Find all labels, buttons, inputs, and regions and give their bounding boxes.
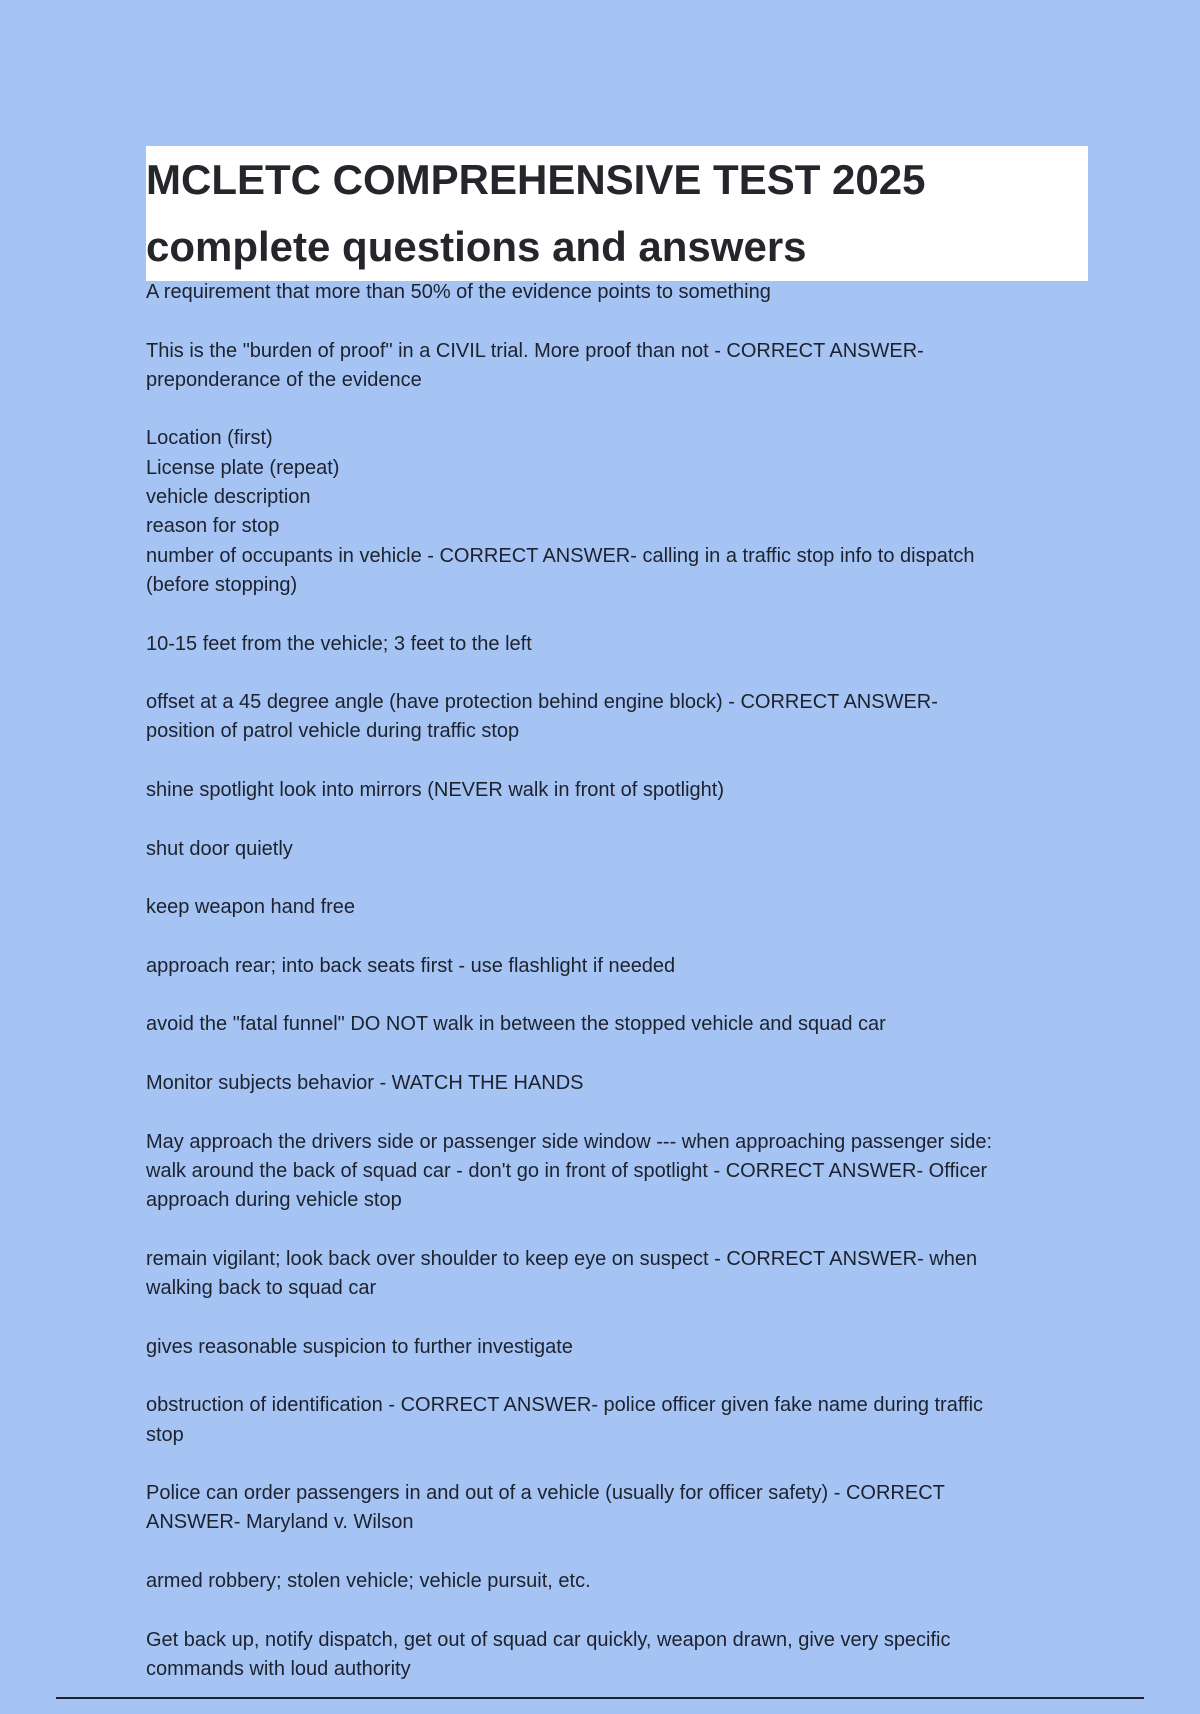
- paragraph-line: gives reasonable suspicion to further investigate: [146, 1335, 573, 1358]
- paragraph: [146, 630, 1096, 659]
- paragraph: [146, 835, 1096, 864]
- paragraph: [146, 424, 1096, 600]
- paragraph-line: ANSWER- Maryland v. Wilson: [146, 1511, 414, 1534]
- paragraph: [146, 776, 1096, 805]
- paragraph-line: keep weapon hand free: [146, 896, 356, 919]
- paragraph-line: position of patrol vehicle during traffic stop: [146, 720, 520, 743]
- paragraph-line: May approach the drivers side or passenger side window --- when approaching passenger side:: [146, 1130, 993, 1153]
- paragraph-line: avoid the "fatal funnel" DO NOT walk in between the stopped vehicle and squad car: [146, 1013, 886, 1036]
- paragraph-line: This is the "burden of proof" in a CIVIL trial. More proof than not - CORRECT ANSWER-: [146, 339, 924, 362]
- paragraph: [146, 688, 1096, 747]
- paragraph-line: Monitor subjects behavior - WATCH THE HANDS: [146, 1072, 584, 1095]
- paragraph-line: approach rear; into back seats first - use flashlight if needed: [146, 954, 676, 977]
- paragraph-line: Get back up, notify dispatch, get out of squad car quickly, weapon drawn, give very specific: [146, 1628, 951, 1651]
- paragraph: [146, 1567, 1096, 1596]
- paragraph: [146, 1245, 1096, 1304]
- paragraph: [146, 1128, 1096, 1216]
- page-bottom-rule: [56, 1697, 1144, 1699]
- paragraph-line: shine spotlight look into mirrors (NEVER walk in front of spotlight): [146, 779, 725, 802]
- paragraph: [146, 1010, 1096, 1039]
- title-line-1: MCLETC COMPREHENSIVE TEST 2025: [146, 156, 926, 203]
- paragraph-line: A requirement that more than 50% of the evidence points to something: [146, 281, 771, 303]
- paragraph-line: walking back to squad car: [146, 1277, 377, 1300]
- paragraph-line: offset at a 45 degree angle (have protection behind engine block) - CORRECT ANSWER-: [146, 691, 938, 714]
- paragraph-line: 10-15 feet from the vehicle; 3 feet to the left: [146, 632, 532, 655]
- title-box: [146, 146, 1088, 281]
- document-body: [146, 278, 1096, 1714]
- paragraph: [146, 337, 1096, 396]
- paragraph-line: remain vigilant; look back over shoulder to keep eye on suspect - CORRECT ANSWER- when: [146, 1247, 978, 1270]
- paragraph-line: Location (first): [146, 427, 273, 450]
- paragraph-line: approach during vehicle stop: [146, 1189, 402, 1212]
- paragraph-line: vehicle description: [146, 486, 311, 509]
- paragraph-line: reason for stop: [146, 515, 280, 538]
- paragraph: [146, 952, 1096, 981]
- title-line-2: complete questions and answers: [146, 223, 807, 270]
- paragraph: [146, 1479, 1096, 1538]
- paragraph: [146, 1069, 1096, 1098]
- paragraph-line: obstruction of identification - CORRECT ANSWER- police officer given fake name during traffic: [146, 1394, 984, 1417]
- paragraph-line: (before stopping): [146, 573, 298, 596]
- paragraph-line: Police can order passengers in and out of a vehicle (usually for officer safety) - CORRECT: [146, 1482, 945, 1505]
- paragraph: [146, 278, 1096, 307]
- paragraph-line: commands with loud authority: [146, 1657, 411, 1680]
- paragraph-line: License plate (repeat): [146, 456, 340, 479]
- paragraph-line: walk around the back of squad car - don't go in front of spotlight - CORRECT ANSWER- Officer: [146, 1159, 988, 1182]
- paragraph: [146, 893, 1096, 922]
- paragraph-line: shut door quietly: [146, 837, 293, 860]
- paragraph-line: armed robbery; stolen vehicle; vehicle pursuit, etc.: [146, 1570, 591, 1593]
- paragraph-line: preponderance of the evidence: [146, 368, 422, 391]
- paragraph-line: stop: [146, 1423, 184, 1446]
- paragraph: [146, 1626, 1096, 1685]
- paragraph: [146, 1391, 1096, 1450]
- paragraph-line: number of occupants in vehicle - CORRECT ANSWER- calling in a traffic stop info to dispatch: [146, 544, 975, 567]
- paragraph: [146, 1333, 1096, 1362]
